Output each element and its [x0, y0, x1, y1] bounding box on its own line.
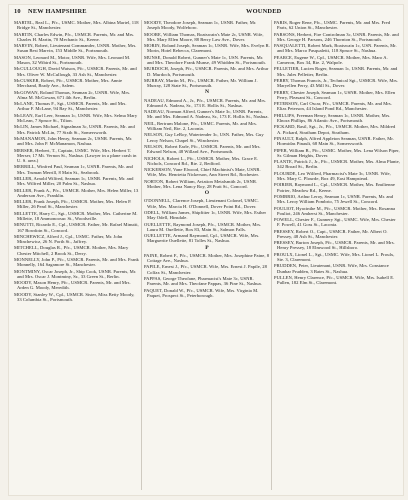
- list-item: NELSON, Robert Earle, Pfc., USMCR. Parents, Mr. and Mrs. Edward Nelson, 48 Willard Ave., Portsmouth.: [144, 143, 261, 155]
- list-item: MILLER, Frank A., Pfc., USMCR. Mother, Mrs. Helen Miller, 13 Anderson Ave., Franklin.: [14, 187, 139, 198]
- column-divider: [141, 20, 142, 490]
- document-page: [8, 4, 404, 496]
- list-item: PULLEN, Henry Clarence, Pfc., USMCR. Wife, Mrs. Isabell E. Pullen, 182 Elm St., Claremont.: [274, 275, 395, 286]
- list-item: ODELL, William James, Shipfitter 1c, USNR. Wife, Mrs. Esther May Odell, Hinsdale.: [144, 209, 267, 221]
- list-item: MONTMINY, Oscar Joseph, Jr., Ship Cook, USNR. Parents, Mr. and Mrs. Oscar J. Montminy, Sr., 33 Green St., Berlin.: [14, 268, 137, 279]
- list-item: PRESSEY, Burton Joseph, Pfc., USMCR. Parents, Mr. and Mrs. Henry Pressey, 18 Elmwood St., Hillsboro.: [274, 240, 395, 251]
- list-item: PETERSON, Carl Oscar, Pfc., USMCR. Parents, Mr. and Mrs. Elias Peterson, 44 Island Pond Rd., Manchester.: [274, 101, 392, 112]
- list-item: PROULX, Lionel L., Sgt., USMC. Wife, Mrs. Lionel L. Proulx, Ste. 3, Claremont.: [274, 251, 395, 263]
- list-item: PAINE, Robert F., Pfc., USMCR. Mother, Mrs. Josephine Paine, 8 Cottage Ave., Nashua.: [144, 252, 270, 263]
- list-item: MOORE, William Thomas, Boatswain's Mate 2c, USNR. Wife, Mrs. Mary Ellen Moore, 88 Berry Law Ave., Dover.: [144, 31, 264, 42]
- list-item: McCULLOUGH, David Watson, Pfc., USMCR. Parents, Mr. and Mrs. Oliver W. McCullough, 33 Ash St., Manchester.: [14, 66, 137, 77]
- list-item: NADEAU, Norman Alfred, Gunner's Mate 3c, USNR. Parents, Mr. and Mrs. Edmond A. Nadeau, Sr., 173 E. Hollis St., Nashua.: [144, 109, 269, 120]
- list-item: MONNELLY, John P., Pfc., USMCR. Parents, Mr. and Mrs. Frank Monnelly, 164 Sagamore St., Manchester.: [14, 257, 139, 268]
- list-item: MORIN, Roland Joseph, Seaman 1c, USNR. Wife, Mrs. Evelyn R. Morin, Hotel Rebecca, Claremont.: [144, 43, 270, 54]
- list-item: POMBRIO, Arthur Leroy, Seaman 1c, USNR. Parents, Mr. and Mrs. Leroy William Pombrio, 75 Jewell St., Concord.: [274, 193, 394, 205]
- list-item: MINCHEWICZ, Alfred J., Cpl., USMC. Father, Mr. John Minchewicz, 26 N. Porth St., Jaffrey.: [14, 233, 123, 245]
- list-item: McGOWAN, Roland Thomas, Seaman 2c, USNR. Wife, Mrs. Alma M. McGowan, 671 4th Ave., Berlin.: [14, 89, 131, 100]
- list-item: MITCHELL, Douglas R., Pfc., USMCR. Mother, Mrs. Mary Chester Mitchell, 2 Brook St., Derry.: [14, 245, 129, 256]
- list-item: OUELLETTE, Raymond Joseph, Pfc., USMCR. Mother, Mrs. Laura M. Ouellette, Box 83, Main St., Salmon Falls.: [144, 221, 262, 232]
- list-item: NICHOLS, Robert L., Pfc., USMCR. Mother, Mrs. Grace E. Nichols, Concord Rd., Rte. 2, Bedford.: [144, 155, 259, 166]
- list-item: MARTEL, Real L., Pfc., USMC. Mother, Mrs. Albina Martel, 118 Bridge St., Manchester.: [14, 20, 139, 31]
- page-number: 10: [14, 8, 21, 15]
- list-item: POULIOT, Hyacinthe M., Pfc., USMCR. Mother, Mrs. Rosanna Pouliot, 246 Amherst St., Manchester.: [274, 205, 396, 216]
- list-item: McCUSKER, Robert, Pfc., USMCR. Mother, Mrs. Annie Merchand, Brady Ave., Salem.: [14, 77, 123, 89]
- page-header: [14, 8, 398, 18]
- list-item: PASQUALETTI, Robert Mark, Boatswain 1c, USN. Parents, Mr. and Mrs. Marco Pasqualetti, 118 Spruce St., Nashua.: [274, 43, 397, 54]
- list-item: PICKARD, Basil, Sgt., Jr., Pfc., USMCR. Mother, Mrs. Mildred A. Pickard, Stratham Depot, Stratham.: [274, 124, 396, 135]
- list-item: NEIL, Bertrum Malone, Pfc., USMC. Parents, Mr. and Mrs. William Neil, Rte. 2, Laconia.: [144, 120, 257, 131]
- list-item: MOODY, Theodore Joseph, Seaman 1c, USNR. Father, Mr. Joseph Moody, Wolfeboro.: [144, 20, 257, 31]
- list-item: MINUTTI, Ricardo E., Cpl., USMCR. Father, Mr. Rafael Minutti, 167 Bowdoin St., Concord.: [14, 222, 139, 233]
- list-item: MOODY, Stanley W., Cpl., USMCR. Sister, Miss Betty Moody, 33 Columbia St., Portsmouth.: [14, 291, 135, 303]
- list-item: MERSER, Herbert, T., Captain, USMC. Wife, Mrs. Herbert T. Merser, 17 Mt. Vernon St., Nashua. (Lawyer in a plane crash in U. S. area.): [14, 147, 137, 163]
- list-item: PLANTE, Patrick J., Jr., Pfc., USMCR. Mother, Mrs. Alma Plante, 342 Broad St., Berlin.: [274, 159, 400, 170]
- list-item: McLEAN, Earl Leer, Seaman 1c, USNR. Wife, Mrs. Selma Mary McLean, 7 Spruce St., Tilton.: [14, 112, 138, 123]
- list-item: PRUDDEN, Peter, Lieutenant, USNR. Wife, Mrs. Constance Dunbar Prudden, 3 Bates St., Nashua.: [274, 263, 389, 274]
- list-item: NADEAU, Edmond A., Jr., Pfc., USMCR. Parents, Mr. and Mrs. Edmond A. Nadeau, Sr., 173 E. Hollis St., Nashua.: [144, 97, 267, 108]
- list-item: MUNSE, Donald Robert, Gunner's Mate 1c, USN. Parents, Mr. and Mrs. Theodore Frank Munse, 49 Whidden St., Portsmouth.: [144, 54, 266, 65]
- column-divider: [271, 20, 272, 490]
- list-item: PARSONS, Herbert, Fire Controlman 3c, USNR. Parents, Mr. and Mrs. George H. Parsons, 246 Thornton St., Portsmouth.: [274, 31, 399, 42]
- list-item: OUELLETTE, Armand Raymond, Cpl., USMCR. Wife, Mrs. Marguerite Ouellette, 81 Tolles St., Nashua.: [144, 233, 260, 244]
- list-item: PEARCE, Eugene W., Cpl., USMCR. Mother, Mrs. Maro A. Cameron, Box 34, Rte. 2, Walpole.: [274, 54, 388, 65]
- list-item: McLIN, James Michael, Signalman 3c, USNR. Parents, Mr. and Mrs. Patrick McLin, 77 Sixth St., Somersworth.: [14, 124, 135, 135]
- list-item: McMANAMON, John Henry, Seaman 2c, USNR. Parents, Mr. and Mrs. John P. McManamon, Nashua.: [14, 135, 133, 147]
- list-item: PAQUET, Donald W., Pfc., USMCR. Wife, Mrs. Virginia M. Paquet, Prospect St., Peterborough.: [144, 287, 259, 298]
- list-item: PERRY, Chester Joseph, Seaman 1c, USNR. Mother, Mrs. Ellen Perry, Pleasant St., Concord.: [274, 89, 396, 100]
- list-item: NORTON, Robert William, Aviation Metalsmith 2c, USNR. Mother, Mrs. Lena Nancy Roy, 28 Pratt St., Concord.: [144, 178, 258, 189]
- list-item: PAPPAS, George Theofane, Pharmacist's Mate 3c, USNR. Parents, Mr. and Mrs. Theofane Pappas, 36 Pine St., Nashua.: [144, 275, 262, 287]
- list-item: NICKERSON, Vane Elwood, Chief Machinist's Mate, USNR. Wife, Mrs. Henrietta Nickerson, Ann Street Rd., Rochester.: [144, 167, 261, 178]
- list-item: PARIS, Roger Rene, Pfc., USMC. Parents, Mr. and Mrs. Fred Paris, 62 Union St., Manchester.: [274, 20, 391, 31]
- list-item: PAPILE, Ernest J., Pfc., USMCR. Wife, Mrs. Ernest J. Papile, 28 Colfax St., Manchester.: [144, 264, 267, 275]
- list-item: PINAULT, Ralph, Alfred Appleton Seaman, USNR. Father, Mr. Hormidas Pinault, 68 Main St., Somersworth.: [274, 135, 394, 147]
- state-heading: NEW HAMPSHIRE: [28, 8, 87, 15]
- column-2: [144, 20, 270, 299]
- list-item: PELLETIER, Lucien Roger, Seaman 1c, USNR. Parents, Mr. and Mrs. Jules Pelletier, Berlin.: [274, 66, 398, 77]
- list-item: MERRILL, Winfred Paul, Seaman 1c, USNR. Parents, Mr. and Mrs. Truman Merrill, 8 Main St., Seabrook.: [14, 164, 133, 175]
- list-item: PLOURDE, Leo Wilfred, Pharmacist's Mate 3c, USNR. Wife, Mrs. Mary C. Plourde, Box 49, East Hampstead.: [274, 170, 391, 181]
- list-item: MILLER, Frank Joseph, Pfc., USMCR. Mother, Mrs. Helen P. Miller, 26 Pearl St., Manchester.: [14, 199, 132, 210]
- list-item: MASON, Leonard M., Motor, USNR. Wife, Mrs. Leonard M. Mason, 32 Wibird St., Portsmouth.: [14, 54, 131, 65]
- list-item: POIRIER, Raymond L., Cpl., USMCR. Mother, Mrs. Emilienne Poirier, Meadow Rd., Keene.: [274, 182, 395, 193]
- list-item: PIPER, William B., Pfc., USMC. Mother, Mrs. Lena Wilson Piper, Sr. Gilman Heights, Dover.: [274, 147, 400, 158]
- list-item: MOODY, Mason Henry, Pfc., USMCR. Parents, Mr. and Mrs. Arden G. Moody, Meredith.: [14, 280, 131, 291]
- list-item: PERRY, Thomas Francis, Jr., Technical Sgt., USMCR. Wife, Mrs. Maryellen Perry, 43 Mill St., Dover.: [274, 77, 399, 89]
- section-letter: N: [204, 89, 210, 96]
- section-letter: P: [205, 244, 209, 251]
- column-3: [274, 20, 400, 287]
- list-item: MILLER, Arnold Wilfred, Seaman 1c, USNR. Parents, Mr. and Mrs. Wilfred Miller, 20 Palm St., Nashua.: [14, 175, 134, 187]
- section-letter: O: [204, 190, 210, 197]
- list-item: MURRAY, Martin M., Pfc., USMCR. Father, Mr. William J. Murray, 128 State St., Portsmouth.: [144, 77, 258, 89]
- list-item: PHILLIPS, Freeman Henry, Seaman 1c, USNR. Mother, Mrs. Elnora Phillips, 86 Atlantic Ave., Portsmouth.: [274, 112, 391, 123]
- list-item: PRESSEY, Robert O., Capt., USMCR. Father, Mr. Albert O. Pressey, 48 Ash St., Manchester.: [274, 228, 388, 239]
- column-1: [14, 20, 140, 303]
- list-item: NELSON, Guy LeRoy, Watertender 3c, USN. Father, Mrs. Guy Leroy Nelson, Chapel St., Winchester.: [144, 132, 264, 143]
- section-heading: WOUNDED: [246, 8, 282, 15]
- list-item: MILLETTE, Harry C., Sgt., USMCR. Mother, Mrs. Catherine M. Millette, 18 Ammonoosuc St., Woodsville.: [14, 210, 138, 221]
- list-item: POWELL, Chester F., Gunnery Sgt., USMC. Wife, Mrs. Chester F. Powell, 41 Goss St., Laconia.: [274, 217, 396, 228]
- list-item: MARTIN, Charles Edwin, Pfc., USMCR. Parents, Mr. and Mrs. Charles H. Martin, 70 Mechanic St., Keene.: [14, 31, 135, 42]
- list-item: O'DONNELL, Clarence Joseph, Lieutenant Colonel, USMC. Wife, Mrs. Marcia H. O'Donnell, Dover Point Rd., Dover.: [144, 198, 259, 209]
- list-item: MARVIN, Robert, Lieutenant Commander, USNR. Mother, Mrs. Susan Best Marvin, 153 Middle St., Portsmouth.: [14, 43, 137, 54]
- list-item: McLANE, Thomas F., Sgt., USMCR. Parents, Mr. and Mrs. Arthur F. McLane, 94 Bay St., Manchester.: [14, 101, 127, 112]
- list-item: MURDOCH, Joseph, Pfc., USMCR. Parents, Mr. and Mrs. Arthur D. Murdoch, Portsmouth.: [144, 66, 269, 77]
